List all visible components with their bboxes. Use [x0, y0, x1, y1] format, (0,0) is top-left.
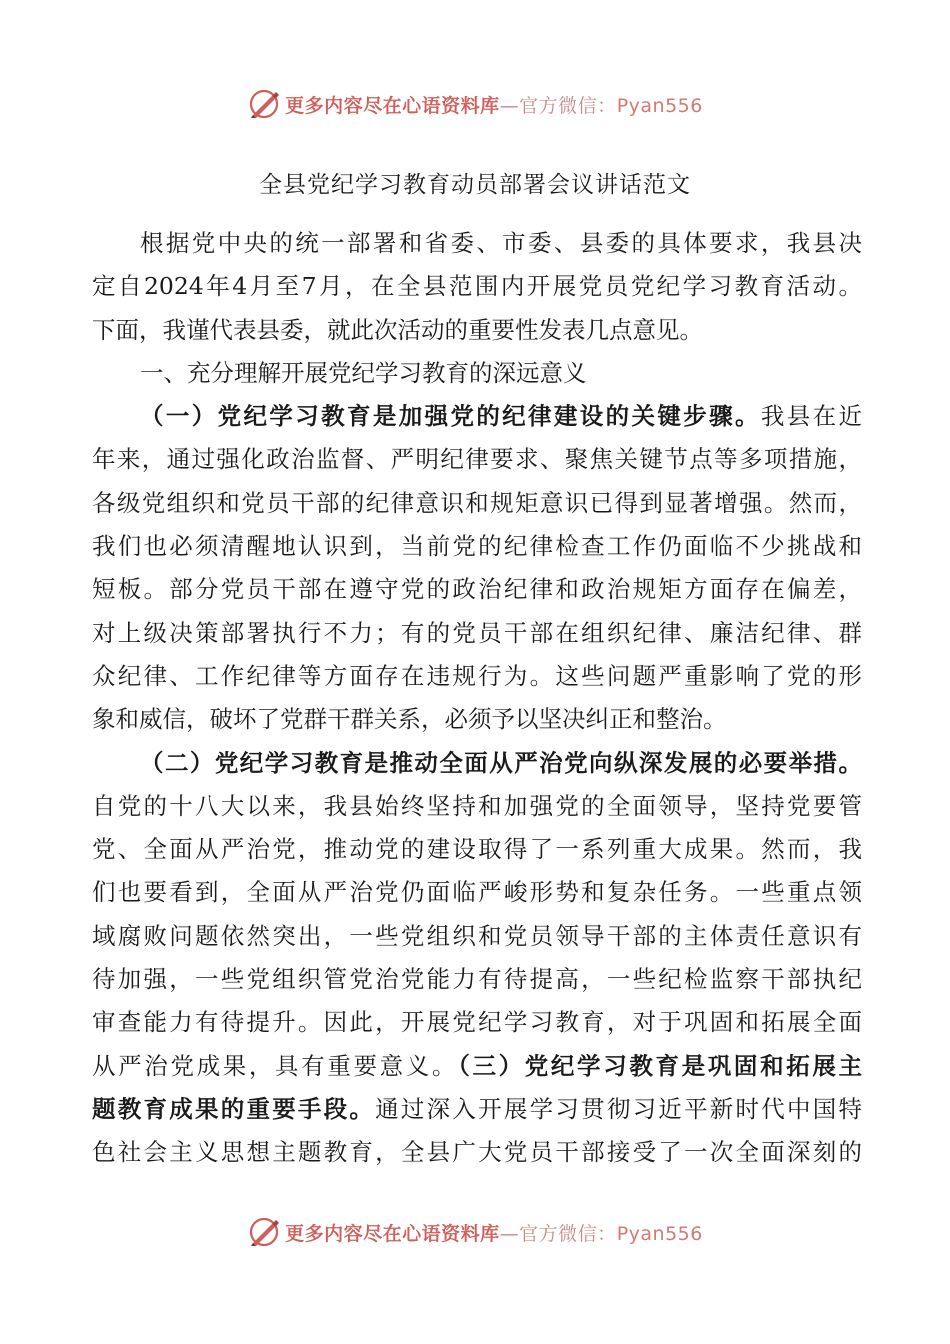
banner-separator: — [499, 94, 520, 117]
banner-text [285, 91, 703, 118]
text-line: 各级党组织和党员干部的纪律意识和规矩意识已得到显著增强。然而， [92, 488, 862, 517]
banner-main-text: 更多内容尽在心语资料库 [285, 1222, 500, 1245]
text-line: 待加强，一些党组织管党治党能力有待提高，一些纪检监察干部执纪 [92, 965, 862, 994]
subheading-3-cont: 题教育成果的重要手段。 [92, 1094, 376, 1123]
text-line: 下面，我谨代表县委，就此次活动的重要性发表几点意见。 [92, 315, 703, 344]
text-line: 根据党中央的统一部署和省委、市委、县委的具体要求，我县决 [140, 229, 862, 257]
text-line: 自党的十八大以来，我县始终坚持和加强党的全面领导，坚持党要管 [92, 791, 862, 820]
footer-watermark-banner [0, 1212, 950, 1252]
text-line: 象和威信，破坏了党群干群关系，必须予以坚决纠正和整治。 [92, 705, 727, 734]
subheading-1: （一）党纪学习教育是加强党的纪律建设的关键步骤。 [140, 402, 761, 431]
text-line [92, 1088, 862, 1131]
text-line: 短板。部分党员干部在遵守党的政治纪律和政治规矩方面存在偏差， [92, 575, 862, 604]
text-span: 从严治党成果，具有重要意义。 [92, 1051, 459, 1080]
banner-handle: Pyan556 [616, 1222, 703, 1245]
subheading-3: （三）党纪学习教育是巩固和拓展主 [458, 1051, 862, 1080]
text-line: 域腐败问题依然突出，一些党组织和党员领导干部的主体责任意识有 [92, 921, 862, 950]
pen-logo-icon [247, 1215, 281, 1249]
document-body [92, 222, 862, 1182]
text-line [92, 395, 862, 438]
text-line: 众纪律、工作纪律等方面存在违规行为。这些问题严重影响了党的形 [92, 661, 862, 690]
text-line: 年来，通过强化政治监督、严明纪律要求、聚焦关键节点等多项措施， [92, 445, 862, 474]
subheading-2: （二）党纪学习教育是推动全面从严治党向纵深发展的必要举措。 [140, 748, 862, 777]
text-line: 审查能力有待提升。因此，开展党纪学习教育，对于巩固和拓展全面 [92, 1008, 862, 1037]
banner-separator: — [499, 1222, 520, 1245]
text-line: 们也要看到，全面从严治党仍面临严峻形势和复杂任务。一些重点领 [92, 878, 862, 907]
text-line [92, 742, 862, 785]
banner-handle: Pyan556 [616, 94, 703, 117]
text-span: 我县在近 [760, 402, 862, 431]
text-line: 党、全面从严治党，推动党的建设取得了一系列重大成果。然而，我 [92, 835, 862, 864]
document-title: 全县党纪学习教育动员部署会议讲话范文 [259, 172, 691, 198]
text-line: 色社会主义思想主题教育，全县广大党员干部接受了一次全面深刻的 [92, 1138, 862, 1167]
banner-sub-text: 官方微信： [519, 94, 617, 117]
text-line: 对上级决策部署执行不力；有的党员干部在组织纪律、廉洁纪律、群 [92, 618, 862, 647]
banner-sub-text: 官方微信： [519, 1222, 617, 1245]
header-watermark-banner [0, 84, 950, 124]
banner-main-text: 更多内容尽在心语资料库 [285, 94, 500, 117]
banner-text [285, 1219, 703, 1246]
text-span: 通过深入开展学习贯彻习近平新时代中国特 [375, 1094, 862, 1123]
text-line: 定自2024年4月至7月，在全县范围内开展党员党纪学习教育活动。 [92, 272, 862, 301]
pen-logo-icon [247, 87, 281, 121]
text-line [92, 1045, 862, 1088]
text-line: 我们也必须清醒地认识到，当前党的纪律检查工作仍面临不少挑战和 [92, 532, 862, 561]
section-heading: 一、充分理解开展党纪学习教育的深远意义 [140, 358, 587, 387]
